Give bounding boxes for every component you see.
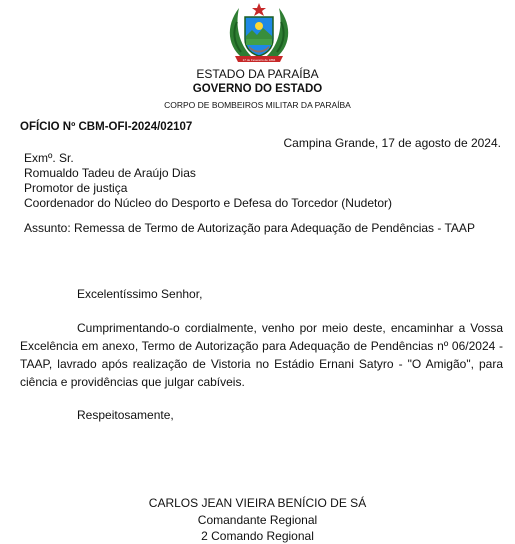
state-coat-of-arms-icon [221, 2, 297, 66]
signer-name: CARLOS JEAN VIEIRA BENÍCIO DE SÁ [148, 496, 367, 510]
document-reference: OFÍCIO Nº CBM-OFI-2024/02107 [20, 121, 193, 133]
body-paragraph: Cumprimentando-o cordialmente, venho por meio deste, encaminhar a Vossa Excelência em anexo, Termo de Autorização para Adequação de Pendências nº 06/2024 - TAAP, lavrado após realização de Vistoria no Estádio Ernani Satyro - "O Amigão", para ciência e providências que julgar cabíveis. [20, 321, 503, 389]
state-name: ESTADO DA PARAÍBA [196, 67, 319, 81]
subject-line: Assunto: Remessa de Termo de Autorização para Adequação de Pendências - TAAP [24, 221, 475, 235]
place-date: Campina Grande, 17 de agosto de 2024. [283, 136, 501, 150]
emblem-motto: 17 de Fevereiro de 1884 [242, 57, 276, 62]
government-name: GOVERNO DO ESTADO [192, 83, 323, 95]
recipient-role: Promotor de justiça [24, 181, 128, 195]
greeting: Excelentíssimo Senhor, [77, 287, 203, 301]
closing: Respeitosamente, [77, 408, 174, 422]
signer-title: Comandante Regional [197, 513, 318, 527]
agency-name: CORPO DE BOMBEIROS MILITAR DA PARAÍBA [164, 100, 351, 110]
recipient-salutation-title: Exmº. Sr. [24, 151, 74, 165]
recipient-department: Coordenador do Núcleo do Desporto e Defesa do Torcedor (Nudetor) [24, 196, 392, 210]
recipient-name: Romualdo Tadeu de Araújo Dias [24, 166, 196, 180]
signer-unit: 2 Comando Regional [201, 529, 314, 543]
